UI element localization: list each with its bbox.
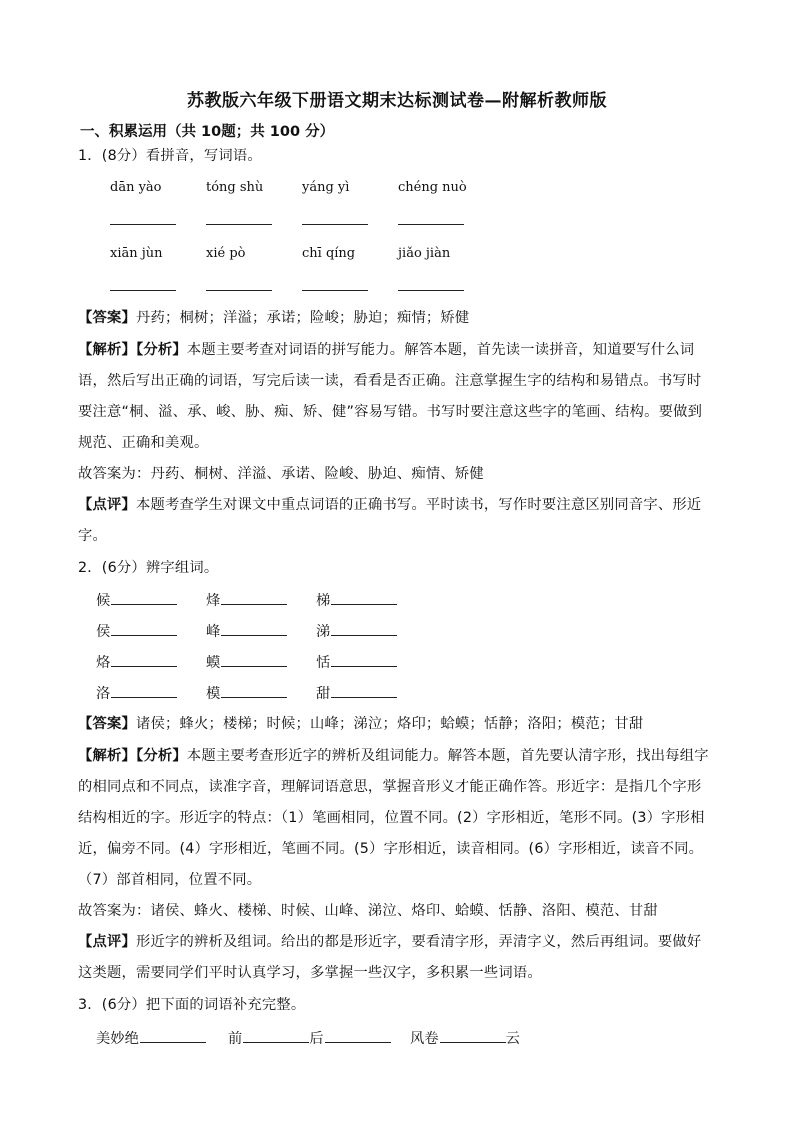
q2-analysis-line: 的相同点和不同点，读准字音，理解词语意思，掌握音形义才能正确作答。形近字：是指几个字形 <box>78 779 702 795</box>
q2-stem: 2．(6分）辨字组词。 <box>78 560 219 576</box>
char: 甜 <box>316 686 331 702</box>
char: 恬 <box>316 655 331 671</box>
analysis-text: 本题主要考查形近字的辨析及组词能力。解答本题，首先要认清字形，找出每组字 <box>186 748 709 764</box>
char-item <box>96 683 177 703</box>
q3-stem: 3．(6分）把下面的词语补充完整。 <box>78 997 306 1013</box>
q2-analysis-line: （7）部首相同，位置不同。 <box>78 872 262 888</box>
answer-blank[interactable] <box>111 621 177 636</box>
char-item <box>316 590 397 610</box>
idiom-text: 前 <box>228 1031 243 1047</box>
pinyin-2-3: chī qíng <box>302 246 356 261</box>
answer-blank[interactable] <box>331 652 397 667</box>
comment-label: 【点评】 <box>78 497 136 513</box>
idiom-item <box>96 1028 206 1048</box>
pinyin-2-2: xié pò <box>206 246 246 261</box>
answer-blank[interactable] <box>221 652 287 667</box>
q2-final-answer: 故答案为：诸侯、蜂火、楼梯、时候、山峰、涕泣、烙印、蛤蟆、恬静、洛阳、模范、甘甜 <box>78 903 658 919</box>
pinyin-2-4: jiǎo jiàn <box>398 246 451 261</box>
char-item <box>96 621 177 641</box>
analysis-text: 本题主要考查对词语的拼写能力。解答本题，首先读一读拼音，知道要写什么词 <box>186 342 695 358</box>
char: 模 <box>206 686 221 702</box>
char-item <box>316 683 397 703</box>
char: 候 <box>96 593 111 609</box>
char: 烙 <box>96 655 111 671</box>
answer-blank[interactable] <box>110 290 176 291</box>
idiom-text: 后 <box>309 1031 324 1047</box>
answer-blank[interactable] <box>440 1028 506 1043</box>
answer-blank[interactable] <box>325 1028 391 1043</box>
comment-text: 本题考查学生对课文中重点词语的正确书写。平时读书，写作时要注意区别同音字、形近 <box>136 497 702 513</box>
q1-final-answer: 故答案为：丹药、桐树、洋溢、承诺、险峻、胁迫、痴情、矫健 <box>78 466 484 482</box>
q2-comment-line <box>78 932 701 952</box>
q2-analysis-line: 结构相近的字。形近字的特点：（1）笔画相同，位置不同。(2）字形相近，笔形不同。(3）字形相 <box>78 810 705 826</box>
answer-blank[interactable] <box>243 1028 309 1043</box>
pinyin-1-3: yáng yì <box>302 180 350 195</box>
answer-text: 丹药；桐树；洋溢；承诺；险峻；胁迫；痴情；矫健 <box>136 310 470 326</box>
answer-blank[interactable] <box>221 683 287 698</box>
answer-blank[interactable] <box>221 621 287 636</box>
idiom-item <box>410 1028 520 1048</box>
char-item <box>316 621 397 641</box>
analysis-label: 【解析】【分析】 <box>78 342 187 358</box>
answer-blank[interactable] <box>331 621 397 636</box>
char: 梯 <box>316 593 331 609</box>
idiom-text: 云 <box>505 1031 520 1047</box>
idiom-item <box>228 1028 391 1048</box>
char: 涕 <box>316 624 331 640</box>
answer-blank[interactable] <box>206 224 272 225</box>
char: 蟆 <box>206 655 221 671</box>
comment-text: 形近字的辨析及组词。给出的都是形近字，要看清字形，弄清字义，然后再组词。要做好 <box>136 934 702 950</box>
answer-blank[interactable] <box>111 683 177 698</box>
answer-blank[interactable] <box>398 290 464 291</box>
q1-analysis-line <box>78 340 694 360</box>
answer-blank[interactable] <box>398 224 464 225</box>
answer-label: 【答案】 <box>78 716 136 732</box>
q2-comment-line: 这类题，需要同学们平时认真学习，多掌握一些汉字，多积累一些词语。 <box>78 965 542 981</box>
char-item <box>96 652 177 672</box>
pinyin-1-2: tóng shù <box>206 180 264 195</box>
char-item <box>206 590 287 610</box>
comment-label: 【点评】 <box>78 934 136 950</box>
answer-blank[interactable] <box>302 290 368 291</box>
answer-label: 【答案】 <box>78 310 136 326</box>
page-title: 苏教版六年级下册语文期末达标测试卷—附解析教师版 <box>187 91 607 111</box>
q1-answer <box>78 308 469 328</box>
answer-blank[interactable] <box>206 290 272 291</box>
char-item <box>206 621 287 641</box>
analysis-label: 【解析】【分析】 <box>78 748 187 764</box>
char-item <box>96 590 177 610</box>
pinyin-1-4: chéng nuò <box>398 180 467 195</box>
pinyin-1-1: dān yào <box>110 180 162 195</box>
answer-blank[interactable] <box>111 652 177 667</box>
q1-comment-line: 字。 <box>78 528 107 544</box>
idiom-text: 美妙绝 <box>96 1031 139 1047</box>
q1-comment-line <box>78 495 701 515</box>
char: 洛 <box>96 686 111 702</box>
answer-blank[interactable] <box>111 590 177 605</box>
answer-blank[interactable] <box>140 1028 206 1043</box>
answer-text: 诸侯；蜂火；楼梯；时候；山峰；涕泣；烙印；蛤蟆；恬静；洛阳；模范；甘甜 <box>136 716 644 732</box>
answer-blank[interactable] <box>302 224 368 225</box>
char: 烽 <box>206 593 221 609</box>
answer-blank[interactable] <box>221 590 287 605</box>
q1-analysis-line: 要注意“桐、溢、承、峻、胁、痴、矫、健”容易写错。书写时要注意这些字的笔画、结构。要做到 <box>78 404 703 420</box>
char-item <box>206 683 287 703</box>
answer-blank[interactable] <box>331 590 397 605</box>
pinyin-2-1: xiān jùn <box>110 246 163 261</box>
q2-analysis-line: 近，偏旁不同。(4）字形相近，笔画不同。(5）字形相近，读音相同。(6）字形相近，读音不同。 <box>78 841 704 857</box>
section-heading: 一、积累运用（共 10题；共 100 分） <box>80 124 335 140</box>
q1-analysis-line: 规范、正确和美观。 <box>78 435 209 451</box>
q1-stem: 1．(8分）看拼音，写词语。 <box>78 148 262 164</box>
answer-blank[interactable] <box>331 683 397 698</box>
char-item <box>206 652 287 672</box>
idiom-text: 风卷 <box>410 1031 439 1047</box>
char: 峰 <box>206 624 221 640</box>
char-item <box>316 652 397 672</box>
q2-answer <box>78 714 643 734</box>
q1-analysis-line: 语，然后写出正确的词语，写完后读一读，看看是否正确。注意掌握生字的结构和易错点。书写时 <box>78 373 702 389</box>
q2-analysis-line <box>78 746 709 766</box>
char: 侯 <box>96 624 111 640</box>
answer-blank[interactable] <box>110 224 176 225</box>
